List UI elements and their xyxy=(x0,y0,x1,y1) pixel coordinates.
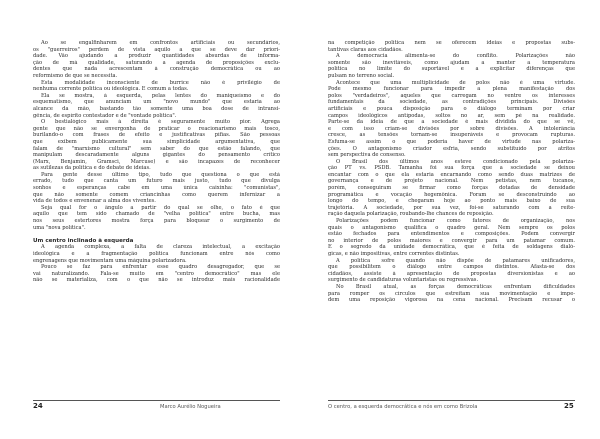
text-line: artificiais e pouca disposição para o diálogo terminam por criar xyxy=(328,105,575,112)
left-footer-rule xyxy=(33,400,280,401)
right-page-number: 25 xyxy=(564,402,574,410)
text-line: uma "nova política". xyxy=(33,224,86,231)
text-line: fundamentais da sociedade, as contradições principais. Divisões xyxy=(328,99,575,106)
text-line: que não somente comem criancinhas como querem infernizar a xyxy=(33,191,280,198)
text-line: gicas, e não impositivas, entre correntes distintas. xyxy=(328,251,460,257)
text-line: sem perspectiva de consenso. xyxy=(328,152,406,159)
text-line: polos "verdadeiros", aqueles que carregam no ventre os interesses xyxy=(328,92,575,99)
text-line: encantar com o que ela estaria encarnando como sendo duas matrizes de xyxy=(328,171,575,178)
left-page-number: 24 xyxy=(33,402,43,410)
text-line: É o segredo da unidade democrática, que é feita de soldagens dialó- xyxy=(328,244,575,251)
text-line: surgimento de candidaturas voluntaristas ou regressivas. xyxy=(328,277,479,284)
text-line: longo do tempo, e chegaram hoje ao ponto mais baixo de sua xyxy=(328,198,575,205)
text-line: falam de "marxismo cultural" sem saber do que estão falando, que xyxy=(33,145,280,152)
text-line: para romper os círculos que estreitam sua movimentação e impe- xyxy=(328,290,575,297)
text-line: Esfuma-se assim o que poderia haver de virtude nas polariza- xyxy=(328,138,575,145)
text-line: Parte-se da ideia de que a sociedade é mais dividida do que se vê, xyxy=(328,119,575,126)
text-line: cidadãos, assiste à apresentação de propostas diversionistas e ao xyxy=(328,270,575,277)
text-line: Acontece que uma multiplicidade de polos não é uma virtude. xyxy=(336,79,575,86)
text-line: engrenagens que movimentam uma máquina polarizadora. xyxy=(33,257,187,264)
text-line: nenhuma corrente política ou ideológica. É comum a todas. xyxy=(33,86,189,93)
right-running-footer: O centro, a esquerda democrática e nós em como Brizola xyxy=(328,404,478,410)
left-page-body xyxy=(33,40,280,392)
text-line: na competição política nem se oferecem ideias e propostas subs- xyxy=(328,40,575,46)
text-line: dem uma reposição vigorosa na cena nacional. Precisam recusar o xyxy=(328,297,575,304)
text-line: dade. Vão ajudando a produzir quantidades absurdas de informa- xyxy=(33,53,280,60)
text-line: Pouco se faz para enfrentar esse quadro desagregador, que se xyxy=(41,264,280,271)
text-line: Ao se engalfinharem em confrontos artificiais ou secundários, xyxy=(41,40,280,46)
text-line: ção de má qualidade, saturando a agenda de proposições exclu- xyxy=(33,59,280,66)
text-line: governança e de projeto nacional. Nem petistas, nem tucanos, xyxy=(328,178,575,185)
text-line: quais o antagonismo qualifica o quadro geral. Nem sempre os polos xyxy=(328,224,575,231)
text-line: ideológica e a fragmentação política funcionam entre nós como xyxy=(33,251,280,257)
text-line: tantivas claras aos cidadãos. xyxy=(328,46,403,53)
text-line: as sutilezas da política e do debate de ideias. xyxy=(33,165,151,172)
right-page-body xyxy=(328,40,575,392)
section-heading: Um centro inclinado à esquerda xyxy=(33,237,134,244)
right-footer-rule xyxy=(328,400,575,401)
text-line: Esta modalidade inconsciente de burrice não é privilégio de xyxy=(41,79,280,86)
text-line: A democracia alimenta-se do conflito. Polarizações não xyxy=(336,53,575,60)
text-line: reformismo de que se necessita. xyxy=(33,72,118,79)
text-line: nos seus estertores mostra força para bloquear o surgimento de xyxy=(33,218,280,225)
text-line: alcance da mão, bastando tão somente uma boa dose de intransi- xyxy=(33,105,280,112)
left-running-footer: Marco Aurélio Nogueira xyxy=(160,404,221,410)
text-line: somente são inevitáveis, como ajudam a manter a temperatura xyxy=(328,59,575,66)
text-line: Seja qual for o ângulo a partir do qual se olhe, o fato é que xyxy=(41,204,280,211)
text-line: gência, de espírito contestador e de "vontade política". xyxy=(33,112,177,119)
text-line: trajetória. A sociedade, por sua vez, foi-se saturando com a reite- xyxy=(328,204,575,211)
text-line: vai naturalizando. Fala-se muito em "centro democrático" mas ele xyxy=(33,270,280,277)
text-line: dentes que nada acrescentam à construção democrática ou ao xyxy=(33,66,280,73)
text-line: burilando-o com frases de efeito e justificativas pífias. São pessoas xyxy=(33,132,280,139)
text-line: que possibilitem o diálogo entre campos distintos. Afasta-se dos xyxy=(328,264,575,271)
text-line: manipulam descaradamente alguns gigantes do pensamento crítico xyxy=(33,152,280,159)
text-line: Pode mesmo funcionar para impedir a plena manifestação dos xyxy=(328,86,575,93)
text-line: Polarizações podem funcionar como fatores de organização, nos xyxy=(336,218,575,225)
text-line: política no limite do suportável e a explicitar diferenças que xyxy=(328,66,575,73)
text-line: estão fechados para entendimentos e composições. Podem convergir xyxy=(328,231,575,238)
text-line: os "guerreiros" perdem de vista aquilo a que se deve dar priori- xyxy=(33,46,280,53)
text-line: A política sofre quando não dispõe de patamares unificadores, xyxy=(336,257,575,264)
spacer xyxy=(33,231,280,235)
text-line: gente que não se envergonha de praticar o reacionarismo mais tosco, xyxy=(33,125,280,132)
text-line: Para gente desse último tipo, tudo que questiona o que está xyxy=(41,171,280,178)
text-line: ração daquela polarização, roubando-lhe chances de reposição. xyxy=(328,211,494,218)
text-line: errado, tudo que canta um futuro mais justo, tudo que divulga xyxy=(33,178,280,185)
text-line: campos ideológicos antípodas, soltos no ar, sem pé na realidade. xyxy=(328,112,575,119)
text-line: não se materializa, com o que não se introduz mais racionalidade xyxy=(33,277,280,284)
text-line: A agenda complexa, a falta de clareza intelectual, a excitação xyxy=(41,244,280,251)
text-line: No Brasil atual, as forças democráticas enfrentam dificuldades xyxy=(336,283,575,290)
text-line: (Marx, Benjamin, Gramsci, Marcuse) e são incapazes de reconhecer xyxy=(33,158,280,165)
text-line: ção PT vs. PSDB. Tamanha foi sua força que a sociedade se deixou xyxy=(328,165,575,172)
text-line: ções. O antagonismo criador esfria, sendo substituído por atritos xyxy=(328,145,575,152)
text-line: que exibem publicamente sua simplicidade argumentativa, que xyxy=(33,138,280,145)
text-line: porém, conseguiram se firmar como forças dotadas de densidade xyxy=(328,185,575,192)
text-line: O Brasil dos últimos anos esteve condicionado pela polariza- xyxy=(336,158,575,165)
text-line: sonhos e esperanças cabe em uma única caixinha: "comunistas", xyxy=(33,185,280,192)
text-line: vida de todos e envenenar a alma dos viventes. xyxy=(33,198,156,205)
text-line: cresce, as tensões tornam-se insuperáveis e provocam rupturas. xyxy=(328,132,575,139)
text-line: pulsam no terreno social. xyxy=(328,72,395,79)
text-line: O bestialógico mais à direita é seguramente muito pior. Agrega xyxy=(41,119,280,126)
text-line: programática e vocação hegemônica. Foram se desconstruindo ao xyxy=(328,191,575,198)
text-line: esquematismo, que anunciam um "novo mundo" que estaria ao xyxy=(33,99,280,106)
text-line: Ela se mostra, à esquerda, pelas lentes do maniqueísmo e do xyxy=(41,92,280,99)
text-line: no interior de polos maiores e convergir para um patamar comum. xyxy=(328,237,575,244)
text-line: e com isso criam-se divisões por sobre divisões. A intolerância xyxy=(328,125,575,132)
text-line: aquilo que tem sido chamado de "velha política" entre bucha, mas xyxy=(33,211,280,218)
